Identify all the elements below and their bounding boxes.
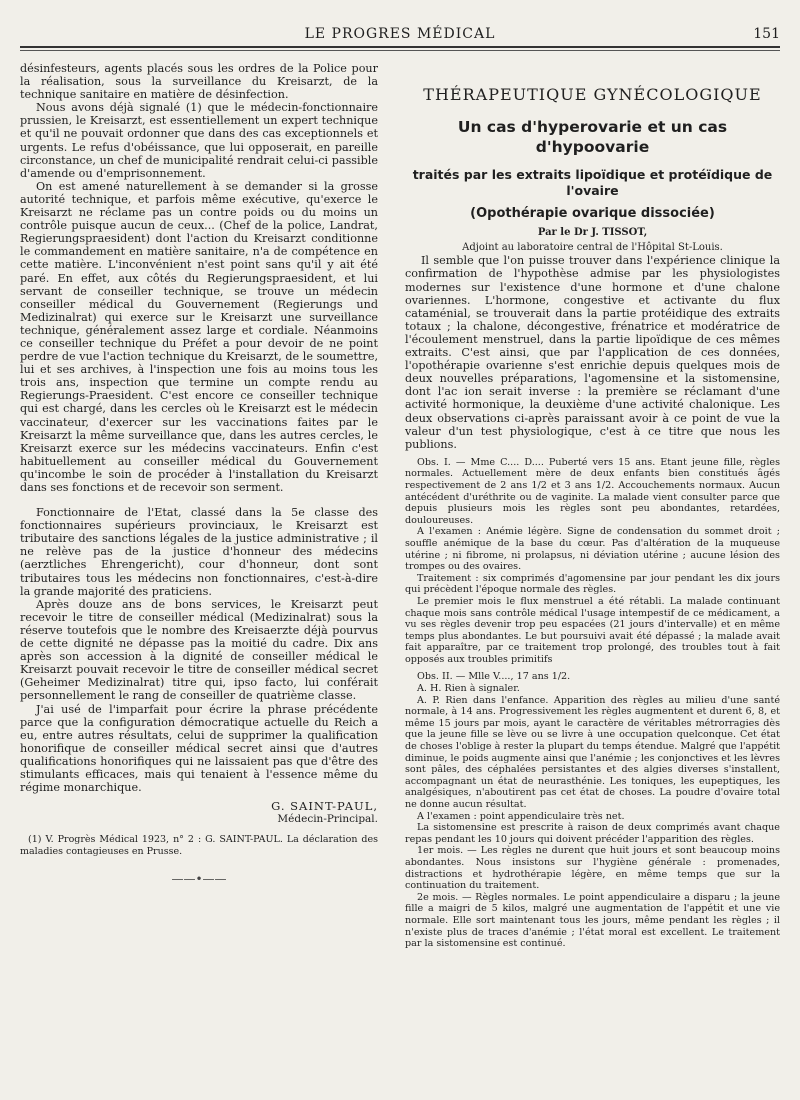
affiliation: Adjoint au laboratoire central de l'Hôpital St-Louis. xyxy=(462,242,723,254)
page-number: 151 xyxy=(753,26,780,42)
journal-title: LE PROGRES MÉDICAL xyxy=(304,26,496,42)
paragraph: Après douze ans de bons services, le Kreisarzt peut recevoir le titre de conseiller médical (Medizinalrat) sous la réserve toutefois que le nombre des Kreisaerzte déjà pourvus de cette dignité ne dépasse pas la moitié du cadre. Dix ans après son accession à la dignité de conseiller médical le Kreisarzt pouvait recevoir le titre de conseiller médical secret (Geheimer Medizinalrat) titre qui, ipso facto, lui conférait personnellement le rang de conseiller de quatrième classe. xyxy=(20,597,378,703)
section-heading: THÉRAPEUTIQUE GYNÉCOLOGIQUE xyxy=(423,85,762,104)
right-column xyxy=(405,62,780,950)
observation-paragraph: Traitement : six comprimés d'agomensine par jour pendant les dix jours qui précèdent l'époque normale des règles. xyxy=(405,572,780,596)
paragraph: Fonctionnaire de l'Etat, classé dans la 5e classe des fonctionnaires supérieurs provinciaux, le Kreisarzt est tributaire des sanctions légales de la justice administrative ; il ne relève pas de la justice d'honneur des médecins (aerztliches Ehrengericht), cour d'honneur, dont sont tributaires tous les médecins non fonctionnaires, c'est-à-dire la grande majorité des praticiens. xyxy=(20,506,378,598)
header-rule xyxy=(20,46,780,48)
ornament: ——•—— xyxy=(171,872,227,887)
observation-paragraph: Obs. II. — Mlle V...., 17 ans 1/2. xyxy=(417,671,571,683)
intro-paragraph: Il semble que l'on puisse trouver dans l'expérience clinique la confirmation de l'hypothèse admise par les physiologistes modernes sur l'existence d'une hormone et d'une chalone ovariennes. L'hormone, congestive et activante du flux cataménial, se trouverait dans la partie protéidique des extraits totaux ; la chalone, décongestive, frénatrice et modératrice de l'écoulement menstruel, dans la partie lipoïdique de ces mêmes extraits. C'est ainsi, que par l'application de ces données, l'opothérapie ovarienne s'est enrichie depuis quelques mois de deux nouvelles préparations, l'agomensine et la sistomensine, dont l'ac ion serait inverse : la première se réclamant d'une activité hormonique, la deuxième d'une activité chalonique. Les deux observations ci-après paraissant avoir à ce point de vue la valeur d'un test physiologique, c'est à ce titre que nous les publions. xyxy=(405,254,780,451)
paragraph: désinfesteurs, agents placés sous les ordres de la Police pour la réalisation, sous la surveillance du Kreisarzt, de la technique sanitaire en matière de désinfection. xyxy=(20,62,378,102)
paragraph: Nous avons déjà signalé (1) que le médecin-fonctionnaire prussien, le Kreisarzt, est essentiellement un expert technique et qu'il ne pouvait ordonner que dans des cas exceptionnels et urgents. Le refus d'obéissance, que lui opposerait, en pareille circonstance, un chef de municipalité rendrait celui-ci passible d'amende ou d'emprisonnement. xyxy=(20,101,378,180)
observation-paragraph: 2e mois. — Règles normales. Le point appendiculaire a disparu ; la jeune fille a maigri de 5 kilos, malgré une augmentation de l'appétit et une vie normale. Elle sort maintenant tous les jours, même pendant les règles ; il n'existe plus de traces d'anémie ; l'état moral est excellent. Le traitement par la sistomensine est continué. xyxy=(405,891,780,950)
article-subtitle: traités par les extraits lipoïdique et protéïdique de l'ovaire xyxy=(412,167,773,199)
author: Par le Dr J. TISSOT, xyxy=(537,227,648,239)
article-title: Un cas d'hyperovarie et un cas d'hypoovarie xyxy=(457,118,728,157)
observation-paragraph: A l'examen : point appendiculaire très net. xyxy=(417,810,625,822)
paragraph: J'ai usé de l'imparfait pour écrire la phrase précédente parce que la configuration démocratique actuelle du Reich a eu, entre autres résultats, celui de supprimer la qualification honorifique de conseiller médical secret ainsi que d'autres qualifications honorifiques qui ne laissaient pas que d'être des stimulants efficaces, mais qui tenaient à l'essence même du régime monarchique. xyxy=(20,702,378,795)
observations xyxy=(405,457,780,950)
observation-paragraph: Le premier mois le flux menstruel a été rétabli. La malade continuant chaque mois sans contrôle médical l'usage intempestif de ce médicament, a vu ses règles devenir trop peu espacées (21 jours d'intervalle) et en même temps plus abondantes. Le but poursuivi avait été dépassé ; la malade avait fait apparaître, par ce traitement trop prolongé, des troubles tout à fait opposés aux troubles primitifs xyxy=(405,595,780,665)
paragraph: On est amené naturellement à se demander si la grosse autorité technique, et parfois même exécutive, qu'exerce le Kreisarzt ne réclame pas un contre poids ou du moins un contrôle puisque aucun de ceux... (Chef de la police, Landrat, Regierungspraesident) dont l'action du Kreisarzt conditionne le commandement en matière sanitaire, n'a de compétence en cette matière. L'inconvénient n'est point sans qu'il y ait été paré. En effet, aux côtés du Regierungspraesident, et lui servant de conseiller technique, se trouve un médecin conseiller médical du Gouvernement (Regierungs und Medizinalrat) qui exerce sur le Kreisarzt une surveillance technique, généralement assez large et cordiale. Néanmoins ce conseiller technique du Préfet a pour devoir de ne point perdre de vue l'action technique du Kreisarzt, de le soumettre, lui et ses archives, à l'inspection une fois au moins tous les trois ans, inspection que termine un compte rendu au Regierungs-Praesident. C'est encore ce conseiller technique qui est chargé, dans les cercles où le Kreisarzt est le médecin vaccinateur, d'exercer sur les vaccinations faites par le Kreisarzt la même surveillance que, dans les autres cercles, le Kreisarzt exerce sur les médecins vaccinateurs. Enfin c'est habituellement au conseiller médical du Gouvernement qu'incombe le soin de procéder à l'installation du Kreisarzt dans ses fonctions et de recevoir son serment. xyxy=(20,179,378,494)
signature-title: Médecin-Principal. xyxy=(277,813,378,826)
running-header xyxy=(20,26,780,48)
article-subtitle-2: (Opothérapie ovarique dissociée) xyxy=(470,206,715,222)
observation-paragraph: La sistomensine est prescrite à raison de deux comprimés avant chaque repas pendant les 10 jours qui doivent précéder l'apparition des règles. xyxy=(405,822,780,845)
observation-paragraph: A l'examen : Anémie légère. Signe de condensation du sommet droit ; souffle anémique de la base du cœur. Pas d'altération de la muqueuse utérine ; ni fibrome, ni prolapsus, ni déviation utérine ; aucune lésion des trompes ou des ovaires. xyxy=(405,526,780,573)
left-column xyxy=(20,62,378,886)
header-rule-thin xyxy=(20,50,780,51)
observation-paragraph: A. H. Rien à signaler. xyxy=(417,683,520,695)
signature: G. SAINT-PAUL, xyxy=(271,799,378,814)
footnote: (1) V. Progrès Médical 1923, n° 2 : G. SAINT-PAUL. La déclaration des maladies contagieuses en Prusse. xyxy=(20,834,378,857)
observation-paragraph: A. P. Rien dans l'enfance. Apparition des règles au milieu d'une santé normale, à 14 ans. Progressivement les règles augmentent et durent 6, 8, et même 15 jours par mois, ayant le caractère de véritables métrorragies dès que la jeune fille se lève ou se livre à une occupation quelconque. Cet état de choses l'oblige à rester la plupart du temps étendue. Malgré que l'appétit diminue, le poids augmente ainsi que l'anémie ; les conjonctives et les lèvres sont pâles, des céphalées persistantes et des algies diverses s'installent, accompagnant un état de neurasthénie. Les toniques, les eupeptiques, les analgésiques, n'aboutirent pas cet état de choses. La poudre d'ovaire total ne donne aucun résultat. xyxy=(405,694,780,810)
observation-paragraph: Obs. I. — Mme C.... D.... Puberté vers 15 ans. Etant jeune fille, règles normales. Actuellement mère de deux enfants bien constitués âgés respectivement de 2 ans 1/2 et 3 ans 1/2. Accouchements normaux. Aucun antécédent d'uréthrite ou de vaginite. La malade vient consulter parce que depuis plusieurs mois les règles sont peu abondantes, retardées, douloureuses. xyxy=(405,456,780,526)
observation-paragraph: 1er mois. — Les règles ne durent que huit jours et sont beaucoup moins abondantes. Nous insistons sur l'hygiène générale : promenades, distractions et hydrothérapie légère, en même temps que sur la continuation du traitement. xyxy=(405,845,780,892)
